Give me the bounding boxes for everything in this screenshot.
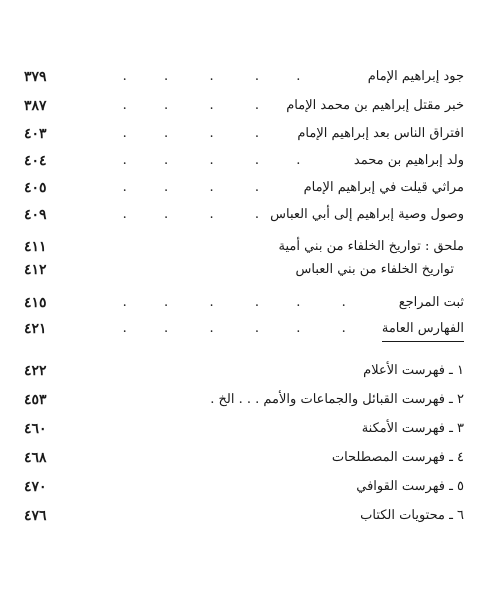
page-number: ٤٦٠	[24, 421, 47, 437]
toc-entry	[24, 418, 464, 440]
entry-title: ٥ ـ فهرست القوافي	[356, 479, 464, 494]
toc-entry	[24, 204, 464, 226]
toc-entry	[24, 236, 464, 258]
page-number: ٤٢١	[24, 321, 47, 337]
toc-entry	[24, 447, 464, 469]
toc-entry	[24, 95, 464, 117]
entry-title: تواريخ الخلفاء من بني العباس	[295, 262, 454, 277]
entry-title: ملحق : تواريخ الخلفاء من بني أمية	[278, 239, 464, 254]
entry-title: ثبت المراجع	[398, 295, 464, 310]
toc-entry	[24, 123, 464, 145]
page-number: ٤٢٢	[24, 363, 47, 379]
toc-entry	[24, 318, 464, 340]
page-number: ٤٧٦	[24, 508, 47, 524]
leader-dots: . . . . . .	[102, 321, 346, 336]
page-number: ٤٥٣	[24, 392, 47, 408]
entry-title: ولد إبراهيم بن محمد	[353, 153, 464, 168]
page-number: ٣٧٩	[24, 69, 47, 85]
page-number: ٤٦٨	[24, 450, 47, 466]
entry-title: ٦ ـ محتويات الكتاب	[360, 508, 464, 523]
leader-dots: . . . .	[102, 180, 260, 195]
entry-title: ١ ـ فهرست الأعلام	[363, 363, 464, 378]
page-number: ٤٠٤	[24, 153, 47, 169]
toc-entry	[24, 259, 464, 281]
page-number: ٤١٥	[24, 295, 47, 311]
leader-dots: . . . .	[102, 126, 260, 141]
leader-dots: . . . . .	[102, 69, 301, 84]
toc-entry	[24, 177, 464, 199]
toc-entry	[24, 66, 464, 88]
page-number: ٤٧٠	[24, 479, 47, 495]
toc-entry	[24, 292, 464, 314]
entry-title: ٢ ـ فهرست القبائل والجماعات والأمم . . . الخ .	[210, 392, 464, 407]
entry-title: مراثي قيلت في إبراهيم الإمام	[303, 180, 464, 195]
toc-entry	[24, 150, 464, 172]
toc-entry	[24, 505, 464, 527]
leader-dots: . . . .	[102, 207, 260, 222]
page-number: ٣٨٧	[24, 98, 47, 114]
page-number: ٤١٢	[24, 262, 47, 278]
page-number: ٤٠٥	[24, 180, 47, 196]
toc-entry	[24, 389, 464, 411]
leader-dots: . . . .	[102, 98, 260, 113]
entry-title: ٣ ـ فهرست الأمكنة	[361, 421, 464, 436]
toc-entry	[24, 476, 464, 498]
entry-title: افتراق الناس بعد إبراهيم الإمام	[297, 126, 464, 141]
toc-entry	[24, 360, 464, 382]
entry-title: الفهارس العامة	[382, 318, 464, 342]
page-number: ٤٠٩	[24, 207, 47, 223]
page-number: ٤١١	[24, 239, 47, 255]
entry-title: ٤ ـ فهرست المصطلحات	[331, 450, 464, 465]
entry-title: جود إبراهيم الإمام	[367, 69, 464, 84]
leader-dots: . . . . . .	[102, 295, 346, 310]
leader-dots: . . . . .	[102, 153, 301, 168]
page-number: ٤٠٣	[24, 126, 47, 142]
entry-title: وصول وصية إبراهيم إلى أبي العباس	[270, 207, 464, 222]
entry-title: خبر مقتل إبراهيم بن محمد الإمام	[286, 98, 464, 113]
